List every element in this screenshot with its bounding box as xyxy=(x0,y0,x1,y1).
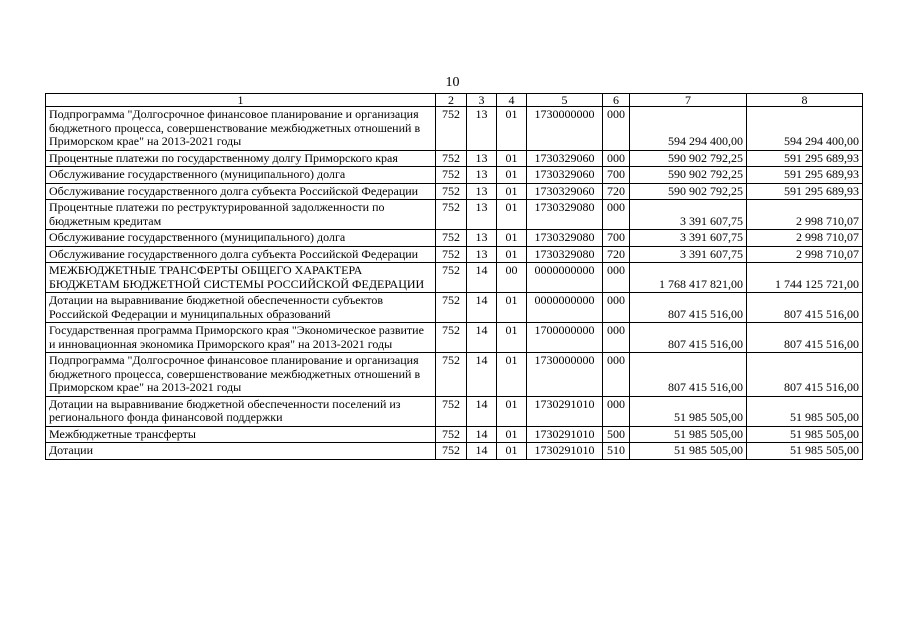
row-amount-cell: 807 415 516,00 xyxy=(747,293,863,323)
row-subsection-cell: 01 xyxy=(497,293,527,323)
row-expense-type-cell: 700 xyxy=(603,167,630,184)
row-amount-cell: 2 998 710,07 xyxy=(747,246,863,263)
page-number: 10 xyxy=(445,75,460,90)
row-code-cell: 752 xyxy=(436,353,467,397)
row-section-cell: 14 xyxy=(467,426,497,443)
row-amount-cell: 51 985 505,00 xyxy=(747,426,863,443)
row-expense-type-cell: 000 xyxy=(603,396,630,426)
row-subsection-cell: 00 xyxy=(497,263,527,293)
row-amount-cell: 594 294 400,00 xyxy=(747,107,863,151)
row-amount-cell: 594 294 400,00 xyxy=(630,107,747,151)
row-target-article-cell: 1730329080 xyxy=(527,246,603,263)
row-subsection-cell: 01 xyxy=(497,167,527,184)
table-row xyxy=(46,323,863,353)
row-code-cell: 752 xyxy=(436,246,467,263)
row-expense-type-cell: 000 xyxy=(603,107,630,151)
row-expense-type-cell: 720 xyxy=(603,246,630,263)
table-row xyxy=(46,107,863,151)
row-amount-cell: 591 295 689,93 xyxy=(747,150,863,167)
table-row xyxy=(46,443,863,460)
row-amount-cell: 1 768 417 821,00 xyxy=(630,263,747,293)
row-amount-cell: 51 985 505,00 xyxy=(630,396,747,426)
row-name-cell: Обслуживание государственного долга субъекта Российской Федерации xyxy=(46,246,436,263)
table-row xyxy=(46,293,863,323)
row-subsection-cell: 01 xyxy=(497,107,527,151)
header-cell-5: 5 xyxy=(527,94,603,107)
row-amount-cell: 51 985 505,00 xyxy=(747,396,863,426)
row-subsection-cell: 01 xyxy=(497,396,527,426)
row-target-article-cell: 0000000000 xyxy=(527,263,603,293)
row-name-cell: Обслуживание государственного (муниципального) долга xyxy=(46,230,436,247)
table-row xyxy=(46,396,863,426)
row-section-cell: 14 xyxy=(467,293,497,323)
table-row xyxy=(46,246,863,263)
row-code-cell: 752 xyxy=(436,426,467,443)
row-subsection-cell: 01 xyxy=(497,323,527,353)
table-row xyxy=(46,230,863,247)
row-section-cell: 14 xyxy=(467,263,497,293)
row-amount-cell: 51 985 505,00 xyxy=(630,443,747,460)
row-name-cell: Дотации на выравнивание бюджетной обеспеченности поселений из регионального фонда финансовой поддержки xyxy=(46,396,436,426)
row-section-cell: 13 xyxy=(467,167,497,184)
row-section-cell: 14 xyxy=(467,443,497,460)
table-row xyxy=(46,183,863,200)
row-target-article-cell: 1730329060 xyxy=(527,167,603,184)
row-section-cell: 14 xyxy=(467,323,497,353)
row-name-cell: МЕЖБЮДЖЕТНЫЕ ТРАНСФЕРТЫ ОБЩЕГО ХАРАКТЕРА БЮДЖЕТАМ БЮДЖЕТНОЙ СИСТЕМЫ РОССИЙСКОЙ ФЕДЕРАЦИИ xyxy=(46,263,436,293)
row-name-cell: Межбюджетные трансферты xyxy=(46,426,436,443)
row-amount-cell: 51 985 505,00 xyxy=(630,426,747,443)
row-target-article-cell: 1730291010 xyxy=(527,426,603,443)
row-subsection-cell: 01 xyxy=(497,246,527,263)
row-expense-type-cell: 000 xyxy=(603,263,630,293)
row-section-cell: 13 xyxy=(467,246,497,263)
row-target-article-cell: 1730329060 xyxy=(527,183,603,200)
header-cell-8: 8 xyxy=(747,94,863,107)
row-amount-cell: 807 415 516,00 xyxy=(630,293,747,323)
header-cell-7: 7 xyxy=(630,94,747,107)
row-target-article-cell: 1700000000 xyxy=(527,323,603,353)
row-section-cell: 13 xyxy=(467,107,497,151)
header-cell-3: 3 xyxy=(467,94,497,107)
row-code-cell: 752 xyxy=(436,107,467,151)
row-subsection-cell: 01 xyxy=(497,150,527,167)
row-target-article-cell: 0000000000 xyxy=(527,293,603,323)
row-name-cell: Обслуживание государственного долга субъекта Российской Федерации xyxy=(46,183,436,200)
row-section-cell: 13 xyxy=(467,200,497,230)
row-amount-cell: 1 744 125 721,00 xyxy=(747,263,863,293)
row-target-article-cell: 1730291010 xyxy=(527,443,603,460)
row-name-cell: Обслуживание государственного (муниципального) долга xyxy=(46,167,436,184)
row-subsection-cell: 01 xyxy=(497,443,527,460)
row-target-article-cell: 1730000000 xyxy=(527,107,603,151)
row-target-article-cell: 1730000000 xyxy=(527,353,603,397)
table-row xyxy=(46,150,863,167)
header-cell-2: 2 xyxy=(436,94,467,107)
row-subsection-cell: 01 xyxy=(497,200,527,230)
row-code-cell: 752 xyxy=(436,150,467,167)
header-row xyxy=(46,94,863,107)
row-amount-cell: 3 391 607,75 xyxy=(630,230,747,247)
row-code-cell: 752 xyxy=(436,183,467,200)
row-amount-cell: 807 415 516,00 xyxy=(747,353,863,397)
row-amount-cell: 591 295 689,93 xyxy=(747,167,863,184)
row-expense-type-cell: 720 xyxy=(603,183,630,200)
row-subsection-cell: 01 xyxy=(497,353,527,397)
row-target-article-cell: 1730329060 xyxy=(527,150,603,167)
header-cell-1: 1 xyxy=(46,94,436,107)
row-amount-cell: 590 902 792,25 xyxy=(630,167,747,184)
row-amount-cell: 590 902 792,25 xyxy=(630,183,747,200)
row-name-cell: Процентные платежи по государственному долгу Приморского края xyxy=(46,150,436,167)
row-name-cell: Подпрограмма "Долгосрочное финансовое планирование и организация бюджетного процесса, совершенствование межбюджетных отношений в Приморском крае" на 2013-2021 годы xyxy=(46,107,436,151)
row-target-article-cell: 1730291010 xyxy=(527,396,603,426)
row-name-cell: Государственная программа Приморского края "Экономическое развитие и инновационная экономика Приморского края" на 2013-2021 годы xyxy=(46,323,436,353)
row-code-cell: 752 xyxy=(436,167,467,184)
row-section-cell: 14 xyxy=(467,396,497,426)
table-body xyxy=(46,94,863,460)
row-target-article-cell: 1730329080 xyxy=(527,200,603,230)
row-name-cell: Процентные платежи по реструктурированной задолженности по бюджетным кредитам xyxy=(46,200,436,230)
row-code-cell: 752 xyxy=(436,200,467,230)
row-amount-cell: 807 415 516,00 xyxy=(630,323,747,353)
row-expense-type-cell: 000 xyxy=(603,200,630,230)
row-expense-type-cell: 000 xyxy=(603,353,630,397)
row-subsection-cell: 01 xyxy=(497,183,527,200)
row-code-cell: 752 xyxy=(436,230,467,247)
header-cell-6: 6 xyxy=(603,94,630,107)
table-row xyxy=(46,426,863,443)
row-amount-cell: 807 415 516,00 xyxy=(630,353,747,397)
budget-table xyxy=(45,93,863,460)
row-section-cell: 13 xyxy=(467,230,497,247)
row-name-cell: Дотации xyxy=(46,443,436,460)
row-code-cell: 752 xyxy=(436,263,467,293)
row-code-cell: 752 xyxy=(436,443,467,460)
row-amount-cell: 3 391 607,75 xyxy=(630,246,747,263)
table-row xyxy=(46,263,863,293)
row-expense-type-cell: 510 xyxy=(603,443,630,460)
row-amount-cell: 3 391 607,75 xyxy=(630,200,747,230)
row-amount-cell: 2 998 710,07 xyxy=(747,230,863,247)
row-subsection-cell: 01 xyxy=(497,426,527,443)
row-amount-cell: 591 295 689,93 xyxy=(747,183,863,200)
row-expense-type-cell: 000 xyxy=(603,293,630,323)
row-code-cell: 752 xyxy=(436,396,467,426)
row-name-cell: Дотации на выравнивание бюджетной обеспеченности субъектов Российской Федерации и муниципальных образований xyxy=(46,293,436,323)
row-amount-cell: 590 902 792,25 xyxy=(630,150,747,167)
row-subsection-cell: 01 xyxy=(497,230,527,247)
row-amount-cell: 807 415 516,00 xyxy=(747,323,863,353)
row-name-cell: Подпрограмма "Долгосрочное финансовое планирование и организация бюджетного процесса, совершенствование межбюджетных отношений в Приморском крае" на 2013-2021 годы xyxy=(46,353,436,397)
row-expense-type-cell: 500 xyxy=(603,426,630,443)
row-expense-type-cell: 000 xyxy=(603,323,630,353)
row-amount-cell: 2 998 710,07 xyxy=(747,200,863,230)
row-code-cell: 752 xyxy=(436,293,467,323)
row-section-cell: 14 xyxy=(467,353,497,397)
row-code-cell: 752 xyxy=(436,323,467,353)
table-row xyxy=(46,353,863,397)
header-cell-4: 4 xyxy=(497,94,527,107)
row-section-cell: 13 xyxy=(467,183,497,200)
row-expense-type-cell: 000 xyxy=(603,150,630,167)
row-amount-cell: 51 985 505,00 xyxy=(747,443,863,460)
row-section-cell: 13 xyxy=(467,150,497,167)
row-expense-type-cell: 700 xyxy=(603,230,630,247)
table-row xyxy=(46,167,863,184)
row-target-article-cell: 1730329080 xyxy=(527,230,603,247)
table-row xyxy=(46,200,863,230)
